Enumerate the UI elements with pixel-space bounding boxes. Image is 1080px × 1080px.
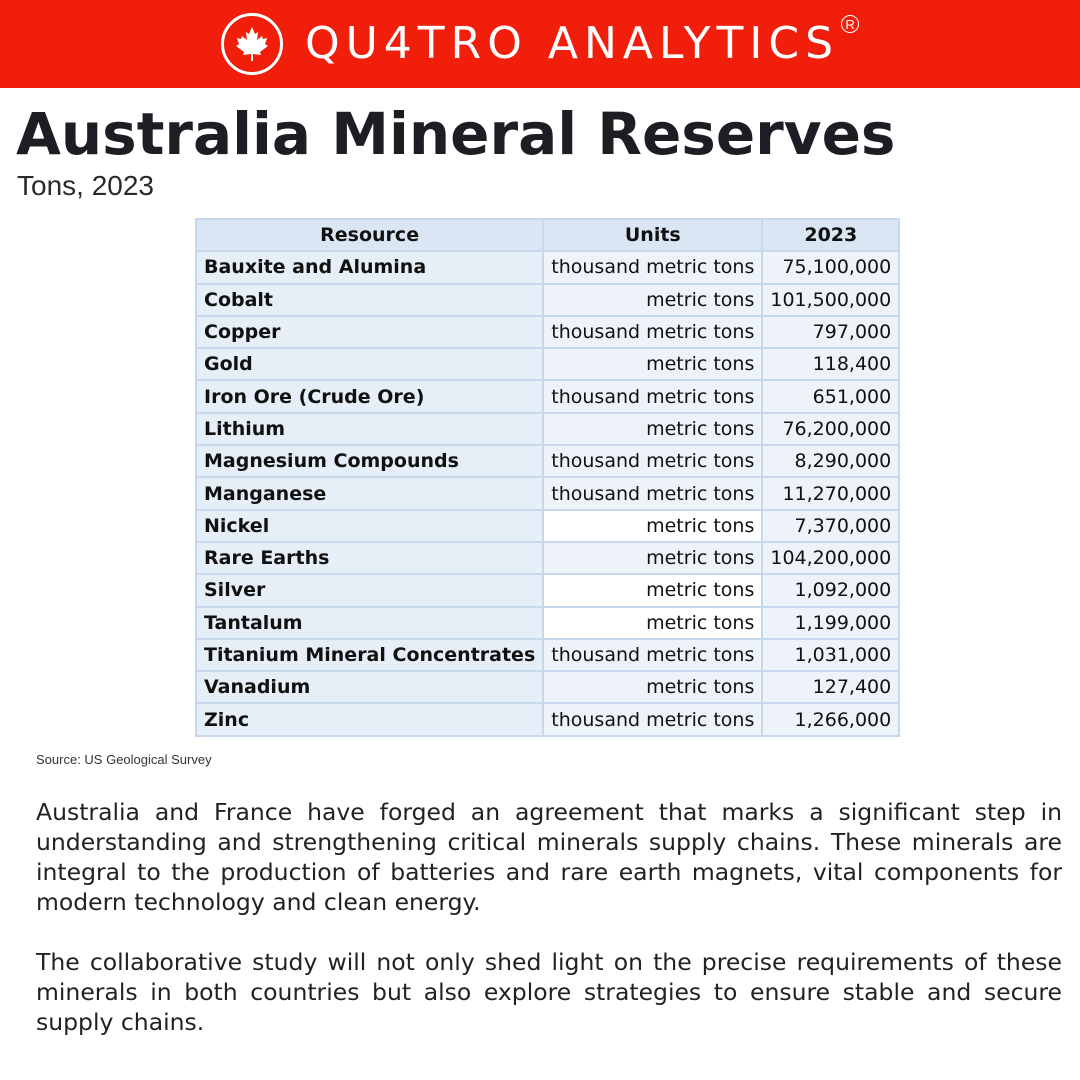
table-row — [196, 510, 899, 542]
units-cell: thousand metric tons — [543, 639, 762, 671]
table-row — [196, 348, 899, 380]
value-cell: 1,199,000 — [762, 607, 899, 639]
table-body — [196, 251, 899, 735]
units-cell: thousand metric tons — [543, 445, 762, 477]
table-row — [196, 251, 899, 283]
units-cell: metric tons — [543, 574, 762, 606]
value-cell: 1,031,000 — [762, 639, 899, 671]
brand-logo-group — [221, 13, 859, 75]
resource-cell: Iron Ore (Crude Ore) — [196, 380, 543, 412]
resource-cell: Vanadium — [196, 671, 543, 703]
units-cell: thousand metric tons — [543, 703, 762, 735]
value-cell: 127,400 — [762, 671, 899, 703]
registered-trademark-icon: R — [841, 15, 859, 33]
table-row — [196, 316, 899, 348]
value-cell: 118,400 — [762, 348, 899, 380]
value-cell: 797,000 — [762, 316, 899, 348]
resource-cell: Rare Earths — [196, 542, 543, 574]
table-row — [196, 574, 899, 606]
table-row — [196, 607, 899, 639]
value-cell: 651,000 — [762, 380, 899, 412]
units-cell: metric tons — [543, 510, 762, 542]
resource-cell: Cobalt — [196, 284, 543, 316]
units-cell: metric tons — [543, 607, 762, 639]
resource-cell: Zinc — [196, 703, 543, 735]
value-cell: 76,200,000 — [762, 413, 899, 445]
resource-cell: Bauxite and Alumina — [196, 251, 543, 283]
table-row — [196, 542, 899, 574]
header-resource: Resource — [196, 219, 543, 251]
header-units: Units — [543, 219, 762, 251]
brand-name: QU4TRO ANALYTICS — [304, 18, 840, 69]
page-subtitle: Tons, 2023 — [17, 170, 154, 201]
resource-cell: Gold — [196, 348, 543, 380]
resource-cell: Nickel — [196, 510, 543, 542]
value-cell: 1,092,000 — [762, 574, 899, 606]
table-row — [196, 380, 899, 412]
page-title: Australia Mineral Reserves — [16, 100, 896, 168]
units-cell: metric tons — [543, 284, 762, 316]
resource-cell: Lithium — [196, 413, 543, 445]
brand-banner — [0, 0, 1080, 88]
units-cell: thousand metric tons — [543, 380, 762, 412]
value-cell: 75,100,000 — [762, 251, 899, 283]
table-row — [196, 671, 899, 703]
value-cell: 101,500,000 — [762, 284, 899, 316]
source-note: Source: US Geological Survey — [36, 752, 212, 767]
table-row — [196, 413, 899, 445]
table-row — [196, 284, 899, 316]
table-header-row — [196, 219, 899, 251]
table-row — [196, 639, 899, 671]
resource-cell: Manganese — [196, 477, 543, 509]
resource-cell: Silver — [196, 574, 543, 606]
maple-leaf-icon — [221, 13, 283, 75]
body-paragraph-1: Australia and France have forged an agreement that marks a significant step in understanding and strengthening critical minerals supply chains. These minerals are integral to the production of batteries and rare earth magnets, vital components for modern technology and clean energy. — [36, 798, 1062, 916]
reserves-table-container — [195, 218, 892, 737]
value-cell: 11,270,000 — [762, 477, 899, 509]
units-cell: metric tons — [543, 671, 762, 703]
table-row — [196, 703, 899, 735]
resource-cell: Tantalum — [196, 607, 543, 639]
units-cell: metric tons — [543, 413, 762, 445]
body-paragraph-2: The collaborative study will not only shed light on the precise requirements of these minerals in both countries but also explore strategies to ensure stable and secure supply chains. — [36, 948, 1062, 1036]
value-cell: 1,266,000 — [762, 703, 899, 735]
units-cell: thousand metric tons — [543, 316, 762, 348]
resource-cell: Titanium Mineral Concentrates — [196, 639, 543, 671]
value-cell: 7,370,000 — [762, 510, 899, 542]
value-cell: 104,200,000 — [762, 542, 899, 574]
units-cell: thousand metric tons — [543, 477, 762, 509]
units-cell: thousand metric tons — [543, 251, 762, 283]
reserves-table — [195, 218, 900, 737]
units-cell: metric tons — [543, 542, 762, 574]
units-cell: metric tons — [543, 348, 762, 380]
table-row — [196, 477, 899, 509]
value-cell: 8,290,000 — [762, 445, 899, 477]
table-row — [196, 445, 899, 477]
header-2023: 2023 — [762, 219, 899, 251]
resource-cell: Copper — [196, 316, 543, 348]
resource-cell: Magnesium Compounds — [196, 445, 543, 477]
